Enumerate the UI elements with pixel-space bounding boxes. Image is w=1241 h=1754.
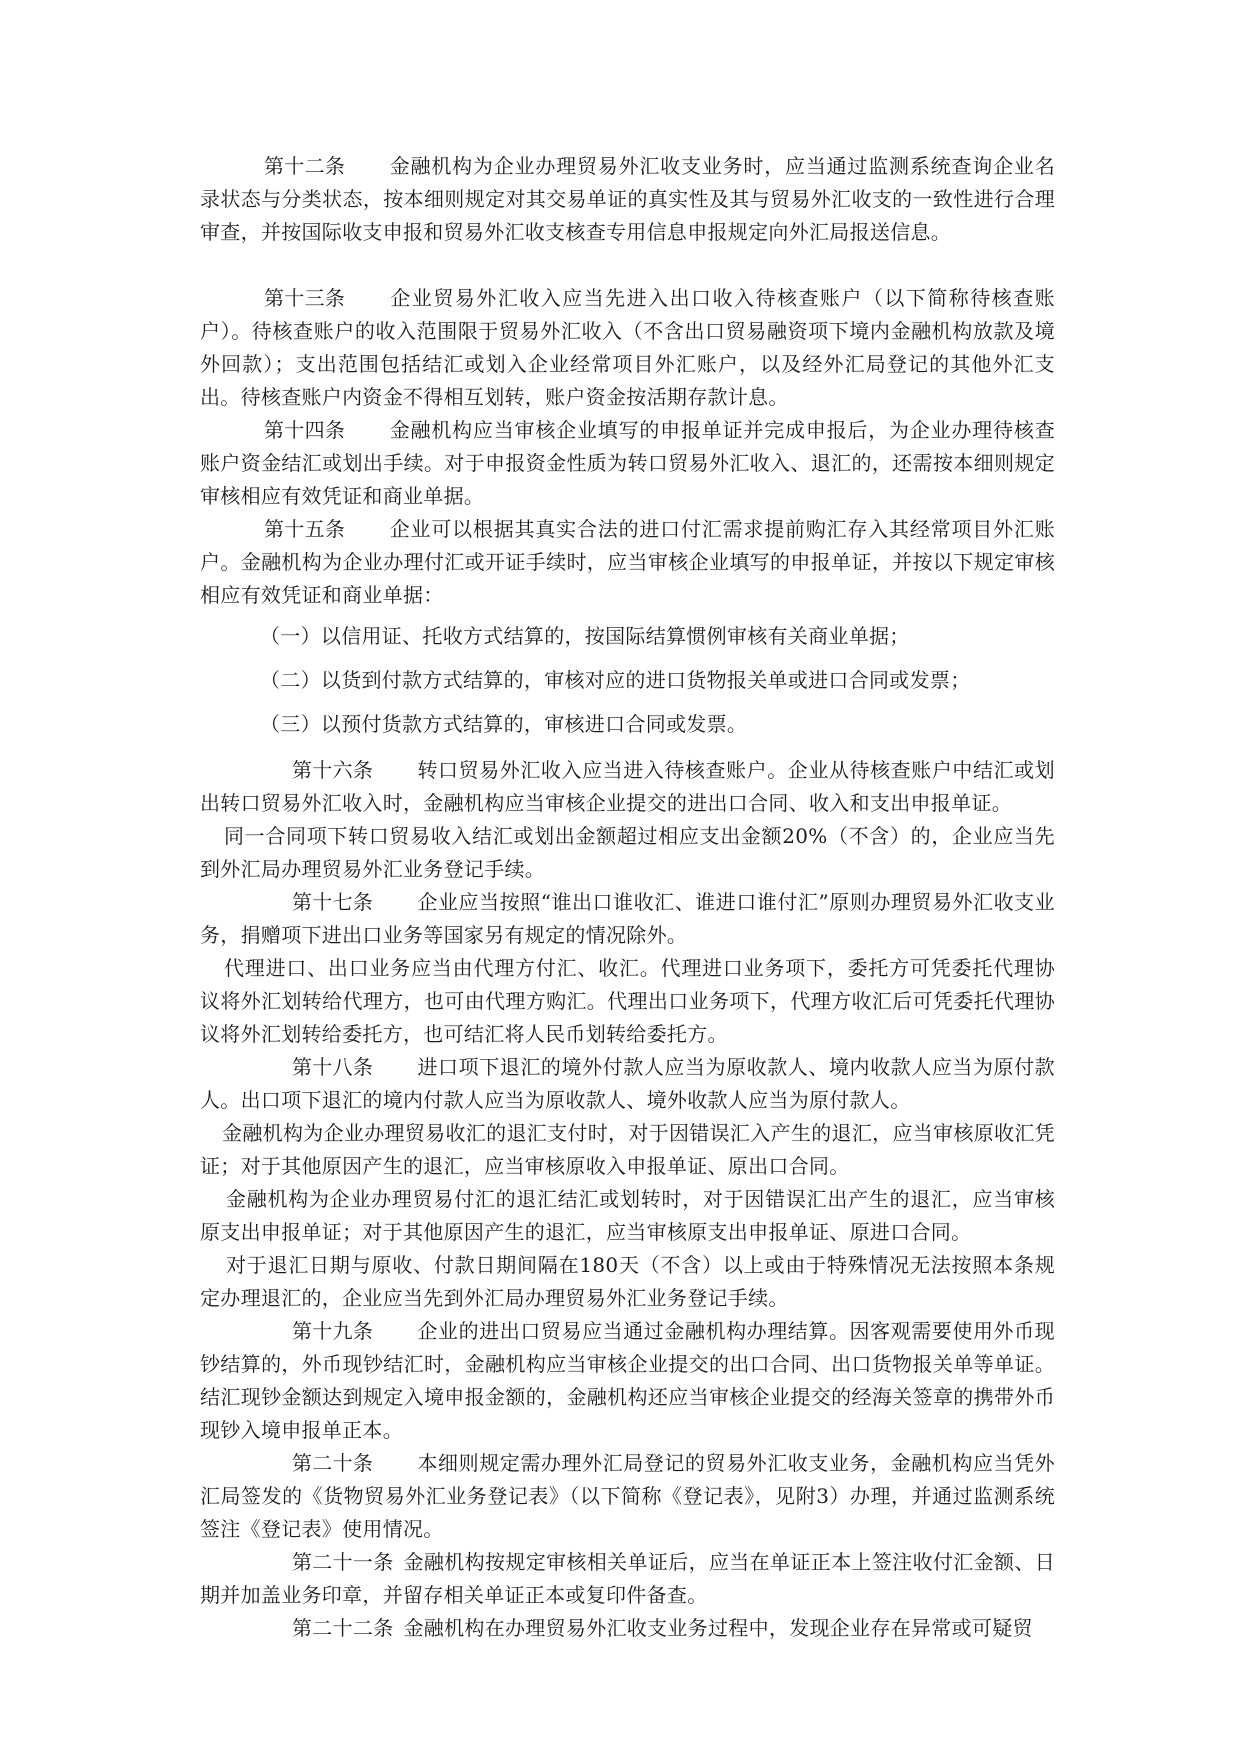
article-18 — [200, 1051, 1055, 1117]
article-text: 企业的进出口贸易应当通过金融机构办理结算。因客观需要使用外币现钞结算的，外币现钞结汇时，金融机构应当审核企业提交的出口合同、出口货物报关单等单证。结汇现钞金额达到规定入境申报金额的，金融机构还应当审核企业提交的经海关签章的携带外币现钞入境申报单正本。 — [200, 1319, 1055, 1442]
article-number: 第十六条 — [292, 758, 374, 782]
article-13 — [200, 282, 1055, 414]
article-16 — [200, 754, 1055, 820]
paragraph: 对于退汇日期与原收、付款日期间隔在180天（不含）以上或由于特殊情况无法按照本条规定办理退汇的，企业应当先到外汇局办理贸易外汇业务登记手续。 — [200, 1253, 1055, 1310]
list-item-1: （一）以信用证、托收方式结算的，按国际结算惯例审核有关商业单据； — [260, 624, 910, 648]
article-12 — [200, 150, 1055, 249]
article-number: 第二十二条 — [292, 1616, 394, 1640]
article-text: 本细则规定需办理外汇局登记的贸易外汇收支业务，金融机构应当凭外汇局签发的《货物贸易外汇业务登记表》（以下简称《登记表》，见附3）办理，并通过监测系统签注《登记表》使用情况。 — [200, 1451, 1055, 1541]
list-item-2: （二）以货到付款方式结算的，审核对应的进口货物报关单或进口合同或发票； — [260, 668, 971, 692]
article-number: 第十三条 — [264, 286, 346, 310]
article-text: 企业可以根据其真实合法的进口付汇需求提前购汇存入其经常项目外汇账户。金融机构为企业办理付汇或开证手续时，应当审核企业填写的申报单证，并按以下规定审核相应有效凭证和商业单据： — [200, 517, 1055, 607]
article-19 — [200, 1315, 1055, 1447]
paragraph: 金融机构为企业办理贸易收汇的退汇支付时，对于因错误汇入产生的退汇，应当审核原收汇凭证；对于其他原因产生的退汇，应当审核原收入申报单证、原出口合同。 — [200, 1121, 1055, 1178]
article-number: 第十四条 — [264, 418, 346, 442]
article-number: 第十五条 — [264, 517, 346, 541]
article-22 — [200, 1612, 1055, 1645]
article-14 — [200, 414, 1055, 513]
article-number: 第十七条 — [292, 890, 374, 914]
article-number: 第十八条 — [292, 1055, 374, 1079]
article-text: 进口项下退汇的境外付款人应当为原收款人、境内收款人应当为原付款人。出口项下退汇的境内付款人应当为原收款人、境外收款人应当为原付款人。 — [200, 1055, 1055, 1112]
article-number: 第二十一条 — [292, 1550, 394, 1574]
list-item-3: （三）以预付货款方式结算的，审核进口合同或发票。 — [260, 712, 748, 736]
article-15 — [200, 513, 1055, 612]
article-number: 第十二条 — [264, 154, 346, 178]
paragraph: 同一合同项下转口贸易收入结汇或划出金额超过相应支出金额20%（不含）的，企业应当先到外汇局办理贸易外汇业务登记手续。 — [200, 824, 1055, 881]
article-text: 企业贸易外汇收入应当先进入出口收入待核查账户（以下简称待核查账户）。待核查账户的收入范围限于贸易外汇收入（不含出口贸易融资项下境内金融机构放款及境外回款）；支出范围包括结汇或划入企业经常项目外汇账户，以及经外汇局登记的其他外汇支出。待核查账户内资金不得相互划转，账户资金按活期存款计息。 — [200, 286, 1055, 409]
paragraph: 代理进口、出口业务应当由代理方付汇、收汇。代理进口业务项下，委托方可凭委托代理协议将外汇划转给代理方，也可由代理方购汇。代理出口业务项下，代理方收汇后可凭委托代理协议将外汇划转给委托方，也可结汇将人民币划转给委托方。 — [200, 956, 1055, 1046]
article-text: 金融机构为企业办理贸易外汇收支业务时，应当通过监测系统查询企业名录状态与分类状态，按本细则规定对其交易单证的真实性及其与贸易外汇收支的一致性进行合理审查，并按国际收支申报和贸易外汇收支核查专用信息申报规定向外汇局报送信息。 — [200, 154, 1055, 244]
article-17 — [200, 886, 1055, 952]
article-text: 企业应当按照“谁出口谁收汇、谁进口谁付汇”原则办理贸易外汇收支业务，捐赠项下进出口业务等国家另有规定的情况除外。 — [200, 890, 1055, 947]
article-number: 第二十条 — [292, 1451, 374, 1475]
article-text: 金融机构应当审核企业填写的申报单证并完成申报后，为企业办理待核查账户资金结汇或划出手续。对于申报资金性质为转口贸易外汇收入、退汇的，还需按本细则规定审核相应有效凭证和商业单据。 — [200, 418, 1055, 508]
paragraph: 金融机构为企业办理贸易付汇的退汇结汇或划转时，对于因错误汇出产生的退汇，应当审核原支出申报单证；对于其他原因产生的退汇，应当审核原支出申报单证、原进口合同。 — [200, 1187, 1055, 1244]
article-text: 金融机构按规定审核相关单证后，应当在单证正本上签注收付汇金额、日期并加盖业务印章，并留存相关单证正本或复印件备查。 — [200, 1550, 1055, 1607]
article-text: 金融机构在办理贸易外汇收支业务过程中，发现企业存在异常或可疑贸 — [403, 1616, 1033, 1640]
article-number: 第十九条 — [292, 1319, 374, 1343]
article-21 — [200, 1546, 1055, 1612]
article-text: 转口贸易外汇收入应当进入待核查账户。企业从待核查账户中结汇或划出转口贸易外汇收入时，金融机构应当审核企业提交的进出口合同、收入和支出申报单证。 — [200, 758, 1055, 815]
article-20 — [200, 1447, 1055, 1546]
